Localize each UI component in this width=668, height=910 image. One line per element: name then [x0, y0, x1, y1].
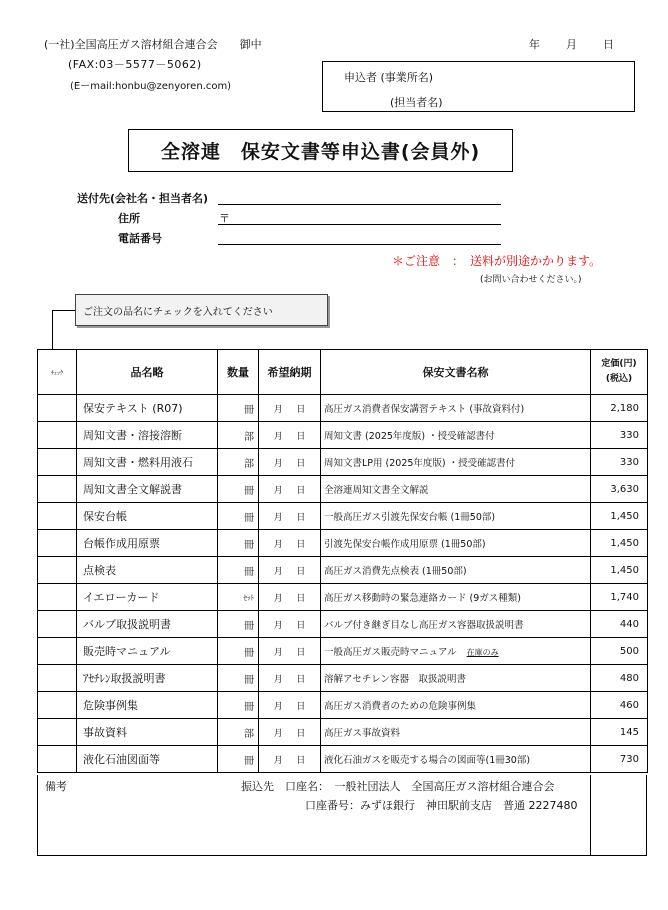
quantity-cell[interactable] [218, 719, 259, 746]
document-name-cell [321, 422, 591, 449]
document-name-cell [321, 584, 591, 611]
price-cell: 460 [591, 692, 648, 719]
document-name: バルブ付き継ぎ目なし高圧ガス容器取扱説明書 [324, 620, 524, 631]
unit-label: 部 [244, 728, 254, 740]
check-cell[interactable] [38, 719, 77, 746]
delivery-cell[interactable] [259, 530, 321, 557]
quantity-cell[interactable] [218, 476, 259, 503]
document-name: 一般高圧ガス販売時マニュアル [324, 647, 457, 658]
table-row [38, 422, 648, 449]
month-label: 月 [273, 593, 283, 604]
applicant-box [322, 61, 635, 112]
shipping-address-line[interactable] [218, 224, 501, 225]
check-cell[interactable] [38, 476, 77, 503]
quantity-cell[interactable] [218, 746, 259, 773]
item-name: 台帳作成用原票 [77, 530, 218, 557]
table-row [38, 449, 648, 476]
unit-label: 部 [244, 458, 254, 470]
price-header-line1: 定価(円) [601, 359, 637, 369]
item-name: 周知文書・溶接溶断 [77, 422, 218, 449]
item-name: イエローカード [77, 584, 218, 611]
document-name: 引渡先保安台帳作成用原票 (1冊50部) [324, 539, 486, 550]
transfer-label: 振込先 [241, 780, 274, 793]
quantity-cell[interactable] [218, 611, 259, 638]
table-row [38, 503, 648, 530]
month-label: 月 [273, 404, 283, 415]
check-cell[interactable] [38, 449, 77, 476]
check-cell[interactable] [38, 395, 77, 422]
month-label: 月 [273, 512, 283, 523]
price-cell: 3,630 [591, 476, 648, 503]
delivery-cell[interactable] [259, 584, 321, 611]
remarks-box [37, 775, 647, 856]
col-check-header: ﾁｪｯｸ [38, 350, 77, 395]
quantity-cell[interactable] [218, 584, 259, 611]
fax-number: (FAX:03－5577－5062) [68, 58, 202, 71]
document-name-cell [321, 395, 591, 422]
price-cell: 1,740 [591, 584, 648, 611]
price-cell: 1,450 [591, 557, 648, 584]
col-doc-header: 保安文書名称 [321, 350, 591, 395]
quantity-cell[interactable] [218, 665, 259, 692]
item-name: バルブ取扱説明書 [77, 611, 218, 638]
remarks-label: 備考 [45, 780, 67, 793]
quantity-cell[interactable] [218, 503, 259, 530]
day-label: 日 [296, 755, 306, 766]
day-label: 日 [296, 566, 306, 577]
document-name: 高圧ガス移動時の緊急連絡カード (9ガス種類) [324, 593, 521, 604]
check-cell[interactable] [38, 665, 77, 692]
table-row [38, 719, 648, 746]
delivery-cell[interactable] [259, 611, 321, 638]
col-qty-header: 数量 [218, 350, 259, 395]
day-label: 日 [296, 431, 306, 442]
col-price-header [591, 350, 648, 395]
document-name: 高圧ガス事故資料 [324, 728, 401, 739]
page-title: 全溶連 保安文書等申込書(会員外) [128, 129, 513, 172]
item-name: ｱｾﾁﾚﾝ取扱説明書 [77, 665, 218, 692]
price-cell: 330 [591, 449, 648, 476]
shipping-fee-notice: ＊ご注意 ： 送料が別途かかります。 [392, 254, 602, 268]
order-table [37, 349, 648, 773]
shipping-phone-label: 電話番号 [118, 232, 162, 245]
day-label: 日 [296, 728, 306, 739]
date-day-label: 日 [603, 38, 614, 51]
document-name-cell [321, 692, 591, 719]
document-name: 周知文書 (2025年度版) ・授受確認書付 [324, 431, 495, 442]
price-cell: 730 [591, 746, 648, 773]
email-address: (Eーmail:honbu@zenyoren.com) [70, 81, 232, 92]
postal-mark: 〒 [219, 212, 230, 225]
item-name: 事故資料 [77, 719, 218, 746]
unit-label: 冊 [244, 674, 254, 686]
order-table-body [38, 395, 648, 773]
table-row [38, 692, 648, 719]
day-label: 日 [296, 485, 306, 496]
table-row [38, 584, 648, 611]
month-label: 月 [273, 458, 283, 469]
document-name-cell [321, 638, 591, 665]
check-cell[interactable] [38, 584, 77, 611]
table-row [38, 530, 648, 557]
item-name: 販売時マニュアル [77, 638, 218, 665]
price-cell: 480 [591, 665, 648, 692]
document-name-cell [321, 746, 591, 773]
document-name-cell [321, 503, 591, 530]
document-name: 高圧ガス消費先点検表 (1冊50部) [324, 566, 467, 577]
item-name: 保安テキスト (R07) [77, 395, 218, 422]
month-label: 月 [273, 566, 283, 577]
unit-label: 冊 [244, 512, 254, 524]
table-row [38, 746, 648, 773]
month-label: 月 [273, 620, 283, 631]
table-row [38, 476, 648, 503]
document-name: 全溶連周知文書全文解説 [324, 485, 429, 496]
table-header-row [38, 350, 648, 395]
delivery-cell[interactable] [259, 665, 321, 692]
stock-note: 在庫のみ [466, 648, 499, 657]
quantity-cell[interactable] [218, 557, 259, 584]
document-name: 周知文書LP用 (2025年度版) ・授受確認書付 [324, 458, 516, 469]
applicant-office-label: 申込者 (事業所名) [344, 71, 434, 84]
quantity-cell[interactable] [218, 449, 259, 476]
check-hint-callout [75, 294, 328, 326]
check-cell[interactable] [38, 611, 77, 638]
delivery-cell[interactable] [259, 719, 321, 746]
table-row [38, 557, 648, 584]
table-row [38, 665, 648, 692]
price-header-line2: (税込) [605, 374, 633, 384]
price-cell: 2,180 [591, 395, 648, 422]
col-name-header: 品名略 [77, 350, 218, 395]
unit-label: 冊 [244, 647, 254, 659]
delivery-cell[interactable] [259, 422, 321, 449]
account-number: 口座番号：みずほ銀行 神田駅前支店 普通 2227480 [305, 799, 578, 812]
unit-label: 冊 [244, 485, 254, 497]
document-name-cell [321, 557, 591, 584]
shipping-dest-line[interactable] [218, 204, 501, 205]
unit-label: ｾｯﾄ [243, 593, 254, 602]
table-row [38, 395, 648, 422]
document-name-cell [321, 476, 591, 503]
shipping-dest-label: 送付先(会社名・担当者名) [77, 192, 209, 205]
price-cell: 1,450 [591, 530, 648, 557]
document-name-cell [321, 530, 591, 557]
unit-label: 冊 [244, 566, 254, 578]
item-name: 周知文書全文解説書 [77, 476, 218, 503]
date-month-label: 月 [566, 38, 577, 51]
col-delivery-header: 希望納期 [259, 350, 321, 395]
check-cell[interactable] [38, 638, 77, 665]
quantity-cell[interactable] [218, 638, 259, 665]
price-cell: 330 [591, 422, 648, 449]
day-label: 日 [296, 701, 306, 712]
unit-label: 冊 [244, 755, 254, 767]
item-name: 保安台帳 [77, 503, 218, 530]
document-name: 高圧ガス消費者のための危険事例集 [324, 701, 477, 712]
day-label: 日 [296, 404, 306, 415]
price-cell: 145 [591, 719, 648, 746]
month-label: 月 [273, 539, 283, 550]
document-name: 高圧ガス消費者保安講習テキスト (事故資料付) [324, 404, 525, 415]
quantity-cell[interactable] [218, 395, 259, 422]
check-cell[interactable] [38, 530, 77, 557]
delivery-cell[interactable] [259, 476, 321, 503]
item-name: 点検表 [77, 557, 218, 584]
month-label: 月 [273, 647, 283, 658]
price-cell: 500 [591, 638, 648, 665]
remarks-divider [590, 775, 591, 855]
applicant-person-label: (担当者名) [390, 96, 443, 109]
price-cell: 1,450 [591, 503, 648, 530]
document-name: 溶解アセチレン容器 取扱説明書 [324, 674, 466, 685]
day-label: 日 [296, 593, 306, 604]
check-cell[interactable] [38, 746, 77, 773]
document-name-cell [321, 449, 591, 476]
check-hint-text: ご注文の品名にチェックを入れてください [83, 306, 273, 318]
day-label: 日 [296, 647, 306, 658]
unit-label: 冊 [244, 701, 254, 713]
delivery-cell[interactable] [259, 692, 321, 719]
check-cell[interactable] [38, 503, 77, 530]
addressee: (一社)全国高圧ガス溶材組合連合会 御中 [44, 38, 262, 51]
delivery-cell[interactable] [259, 638, 321, 665]
date-year-label: 年 [529, 38, 540, 51]
day-label: 日 [296, 539, 306, 550]
table-row [38, 611, 648, 638]
check-cell[interactable] [38, 692, 77, 719]
quantity-cell[interactable] [218, 422, 259, 449]
month-label: 月 [273, 674, 283, 685]
document-name-cell [321, 665, 591, 692]
delivery-cell[interactable] [259, 449, 321, 476]
day-label: 日 [296, 512, 306, 523]
callout-connector-h [52, 310, 75, 311]
item-name: 周知文書・燃料用液石 [77, 449, 218, 476]
delivery-cell[interactable] [259, 395, 321, 422]
month-label: 月 [273, 431, 283, 442]
unit-label: 冊 [244, 620, 254, 632]
document-name-cell [321, 611, 591, 638]
month-label: 月 [273, 701, 283, 712]
inquiry-notice: (お問い合わせください。) [480, 275, 582, 285]
unit-label: 冊 [244, 539, 254, 551]
check-cell[interactable] [38, 557, 77, 584]
day-label: 日 [296, 674, 306, 685]
day-label: 日 [296, 458, 306, 469]
month-label: 月 [273, 485, 283, 496]
delivery-cell[interactable] [259, 557, 321, 584]
shipping-address-label: 住所 [118, 212, 140, 225]
quantity-cell[interactable] [218, 692, 259, 719]
quantity-cell[interactable] [218, 530, 259, 557]
check-cell[interactable] [38, 422, 77, 449]
day-label: 日 [296, 620, 306, 631]
document-name: 一般高圧ガス引渡先保安台帳 (1冊50部) [324, 512, 496, 523]
item-name: 危険事例集 [77, 692, 218, 719]
account-name: 口座名： 一般社団法人 全国高圧ガス溶材組合連合会 [285, 780, 555, 793]
callout-connector-v [52, 310, 53, 350]
document-name: 液化石油ガスを販売する場合の図面等(1冊30部) [324, 755, 531, 766]
delivery-cell[interactable] [259, 746, 321, 773]
item-name: 液化石油図面等 [77, 746, 218, 773]
unit-label: 部 [244, 431, 254, 443]
shipping-phone-line[interactable] [218, 244, 501, 245]
month-label: 月 [273, 728, 283, 739]
unit-label: 冊 [244, 404, 254, 416]
delivery-cell[interactable] [259, 503, 321, 530]
table-row [38, 638, 648, 665]
document-name-cell [321, 719, 591, 746]
price-cell: 440 [591, 611, 648, 638]
month-label: 月 [273, 755, 283, 766]
